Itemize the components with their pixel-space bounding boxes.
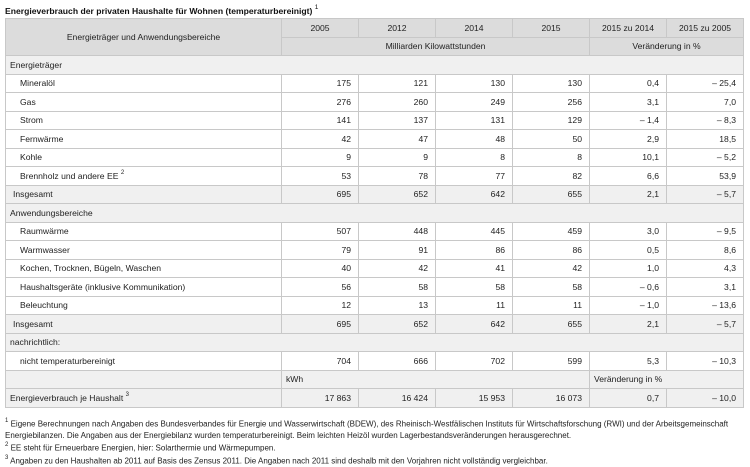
section-label-usage: Anwendungsbereiche	[6, 204, 744, 223]
value-cell: 77	[436, 167, 513, 186]
value-cell: 448	[359, 222, 436, 241]
unit-header-rel: Veränderung in %	[590, 37, 744, 56]
value-cell: 7,0	[667, 93, 744, 112]
table-row	[6, 296, 744, 315]
footnote-number: 1	[5, 418, 9, 424]
row-label: Insgesamt	[6, 315, 282, 334]
row-label: Kohle	[6, 148, 282, 167]
year-header: 2014	[436, 19, 513, 38]
footnote	[5, 441, 743, 454]
footnote-ref: 2	[120, 169, 125, 176]
row-label: Kochen, Trocknen, Bügeln, Waschen	[6, 259, 282, 278]
value-cell: 9	[359, 148, 436, 167]
value-cell: 131	[436, 111, 513, 130]
footnote-text: Angaben zu den Haushalten ab 2011 auf Basis des Zensus 2011. Die Angaben nach 2011 sind deshalb mit den Vorjahren nicht vollständig vergleichbar.	[10, 456, 548, 466]
value-cell: 17 863	[282, 389, 359, 408]
value-cell: 695	[282, 315, 359, 334]
unit-label-rel: Veränderung in %	[590, 370, 744, 389]
value-cell: 53	[282, 167, 359, 186]
year-header: 2015	[513, 19, 590, 38]
value-cell: 8,6	[667, 241, 744, 260]
value-cell: 652	[359, 185, 436, 204]
value-cell: 42	[513, 259, 590, 278]
table-row	[6, 259, 744, 278]
row-label-header: Energieträger und Anwendungsbereiche	[6, 19, 282, 56]
value-cell: 5,3	[590, 352, 667, 371]
footnote-ref: 1	[314, 4, 319, 11]
value-cell: 2,1	[590, 315, 667, 334]
header-row-years	[6, 19, 744, 38]
row-label: Beleuchtung	[6, 296, 282, 315]
value-cell: 56	[282, 278, 359, 297]
table-row	[6, 93, 744, 112]
value-cell: 655	[513, 315, 590, 334]
value-cell: 599	[513, 352, 590, 371]
table-row	[6, 74, 744, 93]
row-label: Energieverbrauch je Haushalt $^3$	[6, 389, 282, 408]
table-row	[6, 352, 744, 371]
section-row	[6, 56, 744, 75]
value-cell: – 1,4	[590, 111, 667, 130]
value-cell: – 5,7	[667, 185, 744, 204]
value-cell: – 10,0	[667, 389, 744, 408]
total-row	[6, 185, 744, 204]
value-cell: 50	[513, 130, 590, 149]
value-cell: 58	[436, 278, 513, 297]
year-header: 2005	[282, 19, 359, 38]
value-cell: – 10,3	[667, 352, 744, 371]
table-row	[6, 278, 744, 297]
footnotes	[5, 417, 743, 467]
value-cell: 91	[359, 241, 436, 260]
household-row	[6, 389, 744, 408]
value-cell: 260	[359, 93, 436, 112]
row-label: Raumwärme	[6, 222, 282, 241]
unit-header-abs: Milliarden Kilowattstunden	[282, 37, 590, 56]
row-label: Brennholz und andere EE $^2$	[6, 167, 282, 186]
value-cell: 16 073	[513, 389, 590, 408]
energy-consumption-table	[5, 18, 744, 408]
value-cell: 507	[282, 222, 359, 241]
footnote	[5, 454, 743, 467]
value-cell: 175	[282, 74, 359, 93]
value-cell: 137	[359, 111, 436, 130]
value-cell: 86	[513, 241, 590, 260]
value-cell: 2,1	[590, 185, 667, 204]
value-cell: 3,1	[590, 93, 667, 112]
value-cell: 666	[359, 352, 436, 371]
value-cell: – 5,2	[667, 148, 744, 167]
table-title: Energieverbrauch der privaten Haushalte für Wohnen (temperaturbereinigt)	[5, 5, 313, 16]
section-label-memo: nachrichtlich:	[6, 333, 744, 352]
value-cell: 8	[513, 148, 590, 167]
value-cell: 695	[282, 185, 359, 204]
table-row	[6, 241, 744, 260]
value-cell: 0,4	[590, 74, 667, 93]
value-cell: 702	[436, 352, 513, 371]
value-cell: – 8,3	[667, 111, 744, 130]
value-cell: – 1,0	[590, 296, 667, 315]
footnote-text: EE steht für Erneuerbare Energien, hier: Solarthermie und Wärmepumpen.	[10, 443, 276, 453]
value-cell: 249	[436, 93, 513, 112]
table-row	[6, 167, 744, 186]
value-cell: 642	[436, 185, 513, 204]
value-cell: 704	[282, 352, 359, 371]
value-cell: 0,7	[590, 389, 667, 408]
value-cell: 2,9	[590, 130, 667, 149]
value-cell: 15 953	[436, 389, 513, 408]
value-cell: 48	[436, 130, 513, 149]
footnote-text: Eigene Berechnungen nach Angaben des Bundesverbandes für Energie und Wasserwirtschaft (BDEW), des Rheinisch-Westfälischen Instituts für Wirtschaftsforschung (RWI) und der Arbeitsgemeinschaft Energiebilanzen. Die Angaben aus der Energiebilanz wurden temperaturbereinigt. Beim leichten Heizöl wurden Lagerbestandsveränderungen herausgerechnet.	[5, 419, 729, 440]
footnote-number: 3	[5, 454, 9, 461]
unit-label-abs: kWh	[282, 370, 590, 389]
value-cell: 6,6	[590, 167, 667, 186]
value-cell: 652	[359, 315, 436, 334]
row-label: Warmwasser	[6, 241, 282, 260]
section-row	[6, 333, 744, 352]
table-row	[6, 111, 744, 130]
row-label: Fernwärme	[6, 130, 282, 149]
unit-row-spacer	[6, 370, 282, 389]
value-cell: 129	[513, 111, 590, 130]
table-row	[6, 222, 744, 241]
table-caption	[5, 2, 318, 16]
row-label: Insgesamt	[6, 185, 282, 204]
value-cell: – 13,6	[667, 296, 744, 315]
footnote-number: 2	[5, 442, 9, 449]
value-cell: 642	[436, 315, 513, 334]
row-label: Haushaltsgeräte (inklusive Kommunikation)	[6, 278, 282, 297]
change-header: 2015 zu 2014	[590, 19, 667, 38]
value-cell: – 5,7	[667, 315, 744, 334]
row-label: Strom	[6, 111, 282, 130]
unit-row	[6, 370, 744, 389]
value-cell: 16 424	[359, 389, 436, 408]
value-cell: 79	[282, 241, 359, 260]
value-cell: 82	[513, 167, 590, 186]
value-cell: 121	[359, 74, 436, 93]
value-cell: – 9,5	[667, 222, 744, 241]
value-cell: 3,1	[667, 278, 744, 297]
footnote	[5, 417, 743, 441]
row-label: nicht temperaturbereinigt	[6, 352, 282, 371]
value-cell: 42	[282, 130, 359, 149]
value-cell: 53,9	[667, 167, 744, 186]
value-cell: 276	[282, 93, 359, 112]
value-cell: 4,3	[667, 259, 744, 278]
value-cell: 9	[282, 148, 359, 167]
value-cell: 86	[436, 241, 513, 260]
value-cell: 40	[282, 259, 359, 278]
value-cell: 58	[513, 278, 590, 297]
value-cell: – 0,6	[590, 278, 667, 297]
value-cell: 8	[436, 148, 513, 167]
value-cell: 47	[359, 130, 436, 149]
value-cell: 18,5	[667, 130, 744, 149]
value-cell: 10,1	[590, 148, 667, 167]
value-cell: 42	[359, 259, 436, 278]
value-cell: 13	[359, 296, 436, 315]
value-cell: 11	[436, 296, 513, 315]
section-label-energy: Energieträger	[6, 56, 744, 75]
value-cell: 41	[436, 259, 513, 278]
value-cell: 1,0	[590, 259, 667, 278]
row-label: Mineralöl	[6, 74, 282, 93]
value-cell: 256	[513, 93, 590, 112]
row-label: Gas	[6, 93, 282, 112]
footnote-ref: 3	[125, 391, 129, 398]
value-cell: 445	[436, 222, 513, 241]
value-cell: 655	[513, 185, 590, 204]
value-cell: 130	[436, 74, 513, 93]
table-row	[6, 130, 744, 149]
value-cell: 141	[282, 111, 359, 130]
value-cell: 11	[513, 296, 590, 315]
value-cell: 78	[359, 167, 436, 186]
value-cell: – 25,4	[667, 74, 744, 93]
value-cell: 459	[513, 222, 590, 241]
change-header: 2015 zu 2005	[667, 19, 744, 38]
value-cell: 130	[513, 74, 590, 93]
value-cell: 3,0	[590, 222, 667, 241]
section-row	[6, 204, 744, 223]
total-row	[6, 315, 744, 334]
year-header: 2012	[359, 19, 436, 38]
value-cell: 12	[282, 296, 359, 315]
value-cell: 58	[359, 278, 436, 297]
table-row	[6, 148, 744, 167]
value-cell: 0,5	[590, 241, 667, 260]
